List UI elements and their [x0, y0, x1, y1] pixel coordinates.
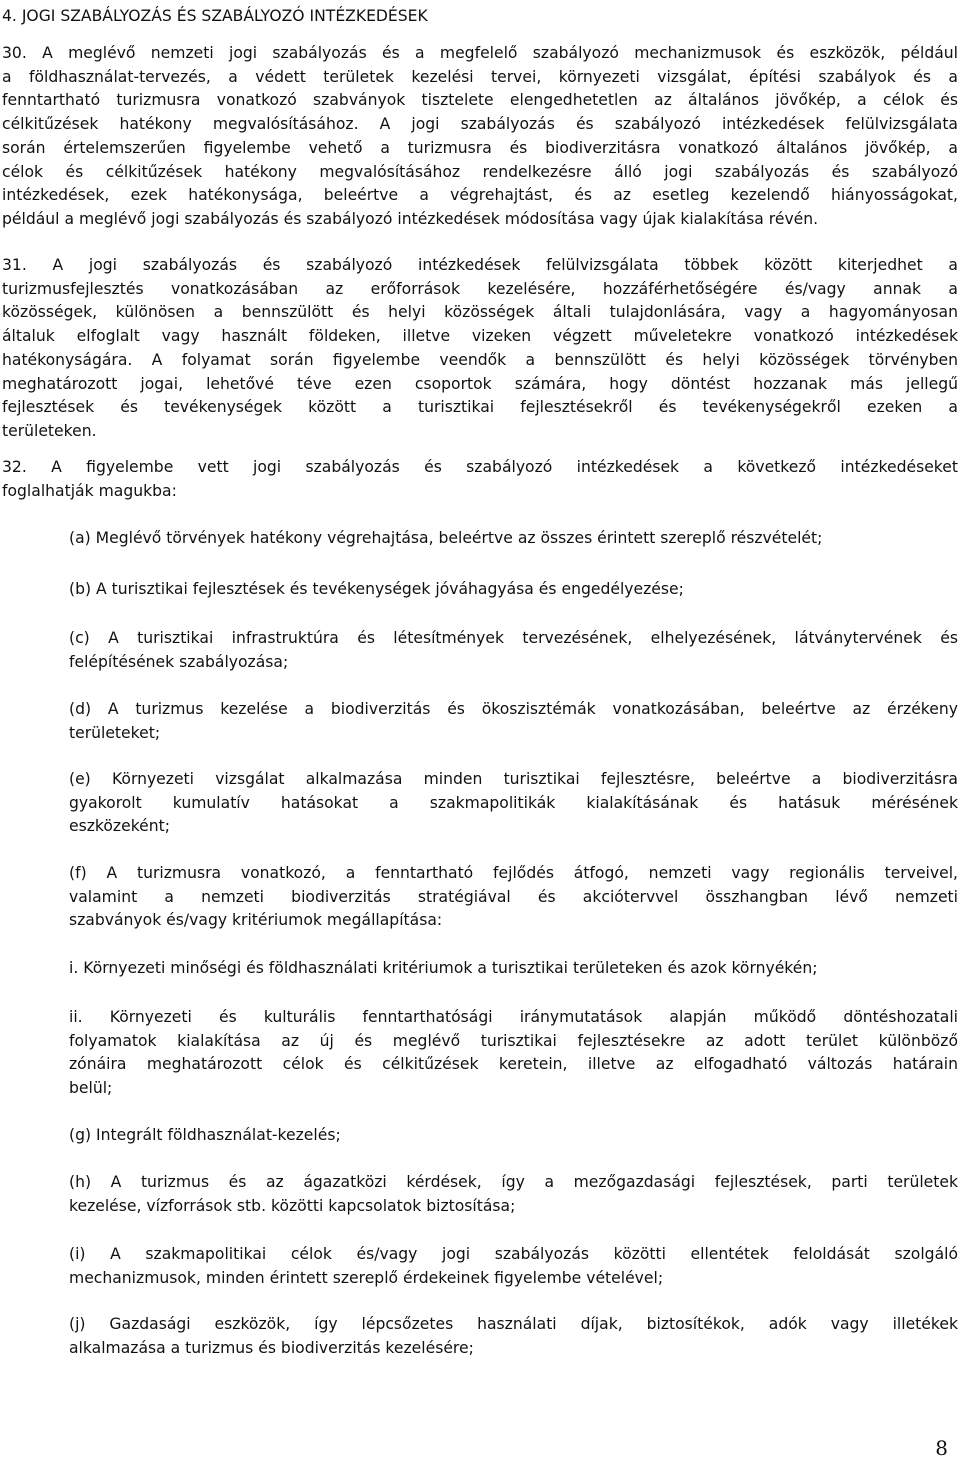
text-line: például a meglévő jogi szabályozás és szabályozó intézkedések módosítása vagy újak kialakítása révén. — [2, 209, 819, 228]
section-heading: 4. JOGI SZABÁLYOZÁS ÉS SZABÁLYOZÓ INTÉZKEDÉSEK — [2, 7, 428, 25]
text-line: során értelemszerűen figyelembe vehető a turizmusra és biodiverzitásra vonatkozó általános jövőkép, a — [2, 138, 958, 157]
text-line: foglalhatják magukba: — [2, 481, 177, 500]
text-line: célkitűzések hatékony megvalósításához. A jogi szabályozás és szabályozó intézkedések felülvizsgálata — [2, 115, 958, 134]
text-line: a földhasználat-tervezés, a védett területek kezelési tervei, környezeti vizsgálat, építési szabályok és a — [2, 67, 958, 86]
text-line: folyamatok kialakítása az új és meglévő turisztikai fejlesztésekre az adott terület különböző — [69, 1031, 958, 1050]
text-line: (j) Gazdasági eszközök, így lépcsőzetes használati díjak, biztosítékok, adók vagy illetékek — [69, 1315, 958, 1333]
text-line: eszközeként; — [69, 817, 171, 836]
text-line: 32. A figyelembe vett jogi szabályozás és szabályozó intézkedések a következő intézkedéseket — [2, 458, 958, 476]
text-line: szabványok és/vagy kritériumok megállapítása: — [69, 911, 443, 930]
text-line: (g) Integrált földhasználat-kezelés; — [69, 1126, 341, 1144]
text-line: célok és célkitűzések hatékony megvalósításához rendelkezésre álló jogi szabályozás és szabályozó — [2, 162, 958, 181]
text-line: 31. A jogi szabályozás és szabályozó intézkedések felülvizsgálata többek között kiterjedhet a — [2, 256, 958, 274]
text-line: 30. A meglévő nemzeti jogi szabályozás és a megfelelő szabályozó mechanizmusok és eszközök, például — [2, 44, 958, 62]
text-line: (d) A turizmus kezelése a biodiverzitás és ökoszisztémák vonatkozásában, beleértve az érzékeny — [69, 700, 958, 718]
text-line: ii. Környezeti és kulturális fenntarthatósági iránymutatások alapján működő döntéshozatali — [69, 1008, 958, 1026]
text-line: (b) A turisztikai fejlesztések és tevékenységek jóváhagyása és engedélyezése; — [69, 580, 684, 598]
text-line: (c) A turisztikai infrastruktúra és létesítmények tervezésének, elhelyezésének, látványtervének és — [69, 629, 958, 647]
text-line: belül; — [69, 1079, 113, 1098]
text-line: területeket; — [69, 723, 161, 742]
page-number: 8 — [935, 1436, 948, 1460]
text-line: (f) A turizmusra vonatkozó, a fenntartható fejlődés átfogó, nemzeti vagy regionális terveivel, — [69, 864, 958, 882]
text-line: gyakorolt kumulatív hatásokat a szakmapolitikák kialakításának és hatásuk mérésének — [69, 793, 958, 812]
text-line: (h) A turizmus és az ágazatközi kérdések, így a mezőgazdasági fejlesztések, parti területek — [69, 1173, 958, 1191]
text-line: közösségek, különösen a bennszülött és helyi közösségek általi tulajdonlására, vagy a hagyományosan — [2, 303, 958, 322]
text-line: fenntartható turizmusra vonatkozó szabványok tisztelete elengedhetetlen az általános jövőkép, a célok és — [2, 91, 958, 110]
text-line: hatékonyságára. A folyamat során figyelembe veendők a bennszülött és helyi közösségek törvényben — [2, 350, 958, 369]
text-line: fejlesztések és tevékenységek között a turisztikai fejlesztésekről és tevékenységekről ezeken a — [2, 398, 958, 417]
text-line: területeken. — [2, 421, 97, 440]
text-line: meghatározott jogai, lehetővé téve ezen csoportok számára, hogy döntést hozzanak más jellegű — [2, 374, 958, 393]
text-line: (a) Meglévő törvények hatékony végrehajtása, beleértve az összes érintett szereplő részvételét; — [69, 529, 823, 547]
text-line: turizmusfejlesztés vonatkozásában az erőforrások kezelésére, hozzáférhetőségére és/vagy annak a — [2, 279, 958, 298]
text-line: zónáira meghatározott célok és célkitűzések keretein, illetve az elfogadható változás határain — [69, 1055, 958, 1074]
text-line: felépítésének szabályozása; — [69, 652, 289, 671]
text-line: általuk elfoglalt vagy használt földeken, illetve vizeken végzett műveletekre vonatkozó intézkedések — [2, 327, 958, 346]
text-line: alkalmazása a turizmus és biodiverzitás kezelésére; — [69, 1338, 474, 1357]
text-line: mechanizmusok, minden érintett szereplő érdekeinek figyelembe vételével; — [69, 1268, 664, 1287]
text-line: kezelése, vízforrások stb. közötti kapcsolatok biztosítása; — [69, 1196, 516, 1215]
text-line: (e) Környezeti vizsgálat alkalmazása minden turisztikai fejlesztésre, beleértve a biodiverzitásra — [69, 770, 958, 788]
text-line: i. Környezeti minőségi és földhasználati kritériumok a turisztikai területeken és azok környékén; — [69, 959, 818, 977]
text-line: intézkedések, ezek hatékonysága, beleértve a végrehajtást, és az esetleg kezelendő hiányosságokat, — [2, 186, 958, 205]
text-line: (i) A szakmapolitikai célok és/vagy jogi szabályozás közötti ellentétek feloldását szolgáló — [69, 1245, 958, 1263]
text-line: valamint a nemzeti biodiverzitás stratégiával és akciótervvel összhangban lévő nemzeti — [69, 887, 958, 906]
